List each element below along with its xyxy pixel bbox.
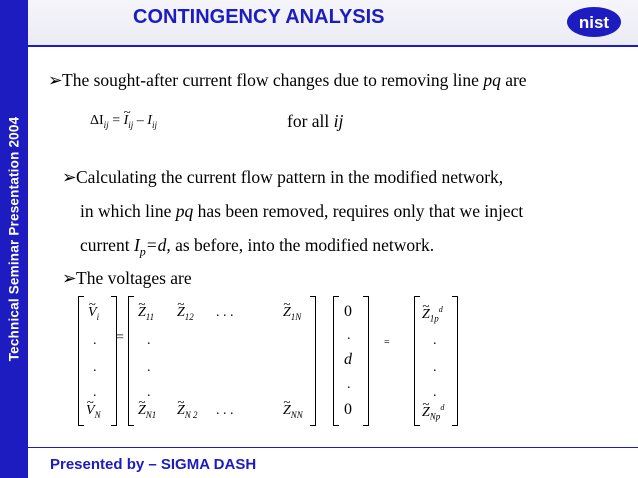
z11: ~ $Z_{11}$	[138, 305, 154, 322]
z12: ~ $Z_{12}$	[177, 305, 194, 322]
sidebar	[0, 0, 28, 478]
zn2: ~ $Z_{N 2}$	[177, 403, 198, 420]
v-bottom: ~ $V_N$	[86, 403, 101, 420]
zn1: ~ $Z_{N1}$	[138, 403, 156, 420]
z1p: ~ $Z_{1p}^d$	[422, 305, 443, 323]
bullet-text: The sought-after current flow changes due to removing line	[62, 70, 484, 90]
slide-title: CONTINGENCY ANALYSIS	[133, 6, 385, 28]
nist-logo	[566, 6, 622, 38]
arrow-bullet-icon: ➢	[48, 70, 63, 90]
presenter-footer: Presented by – SIGMA DASH	[50, 456, 257, 473]
znp: ~ $Z_{Np}^d$	[422, 403, 444, 421]
equals-sign-small: =	[384, 337, 390, 348]
bullet-var: pq	[483, 70, 501, 90]
arrow-bullet-icon: ➢	[62, 268, 77, 288]
bullet-calculating: ➢Calculating the current flow pattern in the modified network,	[62, 167, 504, 187]
bullet-calculating-line3: current $I_p=d$, as before, into the modified network.	[80, 235, 435, 259]
vec-d: d	[344, 351, 352, 368]
eq-tilde-i: ~ I	[124, 113, 129, 128]
bullet-current-flow	[48, 70, 527, 91]
header-rule	[28, 45, 638, 47]
v-top: ~ $V_i$	[88, 305, 99, 322]
bullet-voltages: ➢The voltages are	[62, 268, 192, 288]
eq-condition: for all ij	[287, 111, 344, 131]
delta-equation: $\Delta I_{ij}$ = ~ $I_{ij} - I_{ij}$	[90, 113, 157, 130]
bullet-calculating-line2: in which line pq has been removed, requires only that we inject	[80, 201, 524, 221]
sidebar-text: Technical Seminar Presentation 2004	[6, 116, 22, 362]
svg-text:nist: nist	[578, 13, 610, 32]
arrow-bullet-icon: ➢	[62, 167, 77, 187]
znn: ~ $Z_{NN}$	[283, 403, 303, 420]
eq-delta-i: ΔI	[90, 113, 104, 128]
z1n: ~ $Z_{1N}$	[283, 305, 301, 322]
equals-sign: =	[116, 330, 124, 345]
bullet-text-end: are	[500, 70, 527, 90]
